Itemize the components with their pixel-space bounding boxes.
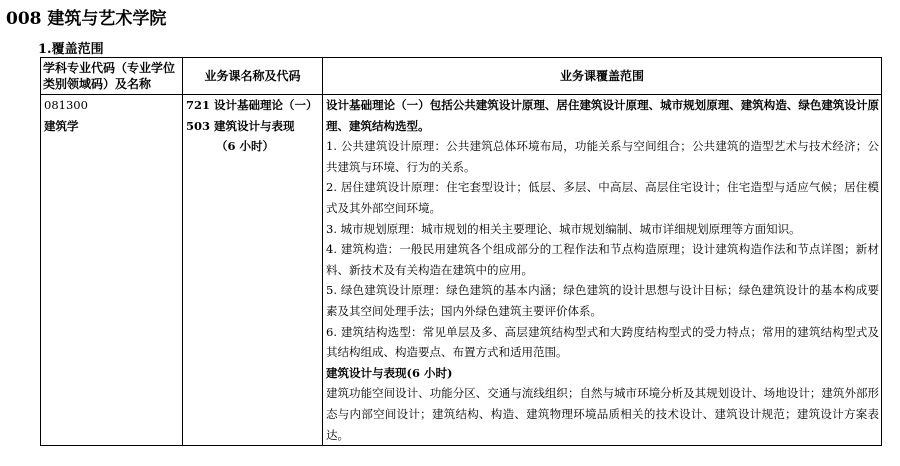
college-title: 008 建筑与艺术学院	[6, 9, 167, 29]
discipline-name: 建筑学	[44, 118, 79, 133]
table-row	[41, 95, 882, 446]
course-503: 503 建筑设计与表现	[186, 118, 295, 133]
scope-item-3: 3. 城市规划原理：城市规划的相关主要理论、城市规划编制、城市详细规划原理等方面知识。	[326, 221, 801, 236]
course-721: 721 设计基础理论（一）	[186, 98, 318, 112]
header-scope: 业务课覆盖范围	[323, 58, 882, 95]
scope-cell	[323, 95, 882, 446]
header-discipline: 学科专业代码（专业学位类别领域码）及名称	[41, 58, 183, 95]
scope-item-4: 4. 建筑构造：一般民用建筑各个组成部分的工程作法和节点构造原理；设计建筑构造作法和节点详图；新材料、新技术及有关构造在建筑中的应用。	[326, 242, 879, 277]
coverage-table	[40, 57, 882, 446]
design-title: 建筑设计与表现(6 小时)	[326, 365, 453, 380]
discipline-cell	[41, 95, 183, 446]
scope-item-1: 1. 公共建筑设计原理：公共建筑总体环境布局，功能关系与空间组合；公共建筑的造型艺术与技术经济；公共建筑与环境、行为的关系。	[326, 139, 879, 174]
discipline-code: 081300	[44, 98, 88, 112]
scope-item-6: 6. 建筑结构选型：常见单层及多、高层建筑结构型式和大跨度结构型式的受力特点；常用的建筑结构型式及其结构组成、构造要点、布置方式和适用范围。	[326, 324, 879, 360]
scope-item-2: 2. 居住建筑设计原理：住宅套型设计；低层、多层、中高层、高层住宅设计；住宅造型与适应气候；居住模式及其外部空间环境。	[326, 180, 879, 215]
section-heading: 1.覆盖范围	[38, 42, 104, 57]
design-text: 建筑功能空间设计、功能分区、交通与流线组织；自然与城市环境分析及其规划设计、场地设计；建筑外部形态与内部空间设计；建筑结构、构造、建筑物理环境品质相关的技术设计、建筑设计规范；建筑设计方案表达。	[326, 386, 879, 442]
table-header-row	[41, 58, 882, 95]
header-course: 业务课名称及代码	[183, 58, 323, 95]
course-cell	[183, 95, 323, 446]
course-hours: （6 小时）	[216, 139, 275, 154]
scope-item-5: 5. 绿色建筑设计原理：绿色建筑的基本内涵；绿色建筑的设计思想与设计目标；绿色建筑设计的基本构成要素及其空间处理手法；国内外绿色建筑主要评价体系。	[326, 283, 879, 318]
scope-intro: 设计基础理论（一）包括公共建筑设计原理、居住建筑设计原理、城市规划原理、建筑构造、绿色建筑设计原理、建筑结构选型。	[326, 98, 879, 133]
